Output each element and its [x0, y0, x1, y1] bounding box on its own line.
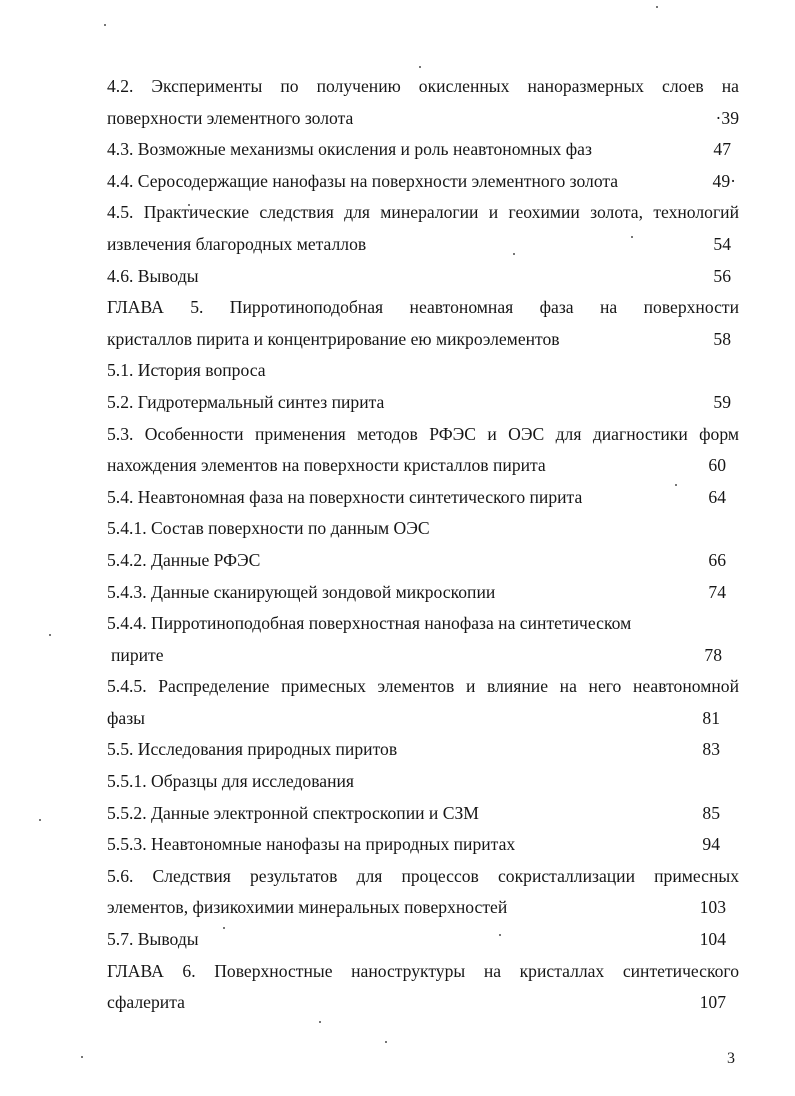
scan-speck: [319, 1021, 321, 1023]
toc-entry-title: 5.7. Выводы: [107, 929, 199, 950]
toc-entry-page: 94: [702, 834, 720, 855]
toc-entry-title: 4.2. Эксперименты по получению окисленных наноразмерных слоев на: [107, 76, 739, 96]
toc-entry-page: 107: [699, 992, 726, 1013]
toc-entry-title: 5.3. Особенности применения методов РФЭС и ОЭС для диагностики форм: [107, 423, 739, 444]
table-of-contents: [107, 71, 739, 1019]
toc-entry: [107, 703, 739, 735]
toc-entry-title: 5.2. Гидротермальный синтез пирита: [107, 391, 385, 412]
toc-entry-title: 4.3. Возможные механизмы окисления и роль неавтономных фаз: [107, 139, 592, 160]
scan-speck: [656, 6, 658, 8]
toc-entry-title: 5.5.1. Образцы для исследования: [107, 771, 354, 792]
scan-speck: [385, 1041, 387, 1043]
toc-entry-page: 103: [699, 897, 726, 918]
toc-entry: [107, 450, 739, 482]
toc-chapter-heading: [107, 292, 739, 324]
toc-entry-title: ГЛАВА 5. Пирротиноподобная неавтономная фаза на поверхности: [107, 297, 739, 318]
toc-entry: [107, 924, 739, 956]
toc-entry-page: 56: [713, 265, 731, 286]
toc-entry-title: нахождения элементов на поверхности кристаллов пирита: [107, 455, 546, 476]
toc-entry: [107, 324, 739, 356]
toc-entry: [107, 892, 739, 924]
toc-entry: [107, 229, 739, 261]
toc-entry: [107, 197, 739, 229]
toc-entry-title: 5.6. Следствия результатов для процессов сокристаллизации примесных: [107, 865, 739, 886]
toc-entry: [107, 103, 739, 135]
toc-entry-page: ·39: [715, 107, 739, 128]
page-number: 3: [727, 1050, 735, 1067]
toc-entry-title: ГЛАВА 6. Поверхностные наноструктуры на кристаллах синтетического: [107, 960, 739, 981]
toc-entry: [107, 355, 739, 387]
toc-entry-title: 5.4.3. Данные сканирующей зондовой микроскопии: [107, 581, 496, 602]
toc-entry: [107, 987, 739, 1019]
toc-entry-title: 5.4.2. Данные РФЭС: [107, 549, 261, 570]
toc-entry-page: 104: [699, 929, 726, 950]
toc-entry: [107, 577, 739, 609]
toc-entry-page: 64: [708, 486, 726, 507]
toc-entry: [107, 545, 739, 577]
toc-entry-page: 47: [713, 139, 731, 160]
toc-entry-page: 85: [702, 802, 720, 823]
toc-entry-title: кристаллов пирита и концентрирование ею микроэлементов: [107, 328, 560, 349]
scan-speck: [49, 634, 51, 636]
toc-entry: [107, 419, 739, 451]
toc-entry-page: 74: [708, 581, 726, 602]
toc-entry: [107, 134, 739, 166]
toc-entry-title: 5.4. Неавтономная фаза на поверхности синтетического пирита: [107, 486, 583, 507]
toc-entry-page: 81: [702, 707, 720, 728]
toc-entry-page: 83: [702, 739, 720, 760]
toc-entry-title: 5.4.1. Состав поверхности по данным ОЭС: [107, 518, 430, 539]
toc-chapter-heading: [107, 956, 739, 988]
toc-entry: [107, 829, 739, 861]
toc-entry: [107, 482, 739, 514]
toc-entry: [107, 640, 739, 672]
toc-entry: [107, 861, 739, 893]
toc-entry-title: поверхности элементного золота: [107, 107, 354, 128]
toc-entry-title: сфалерита: [107, 992, 185, 1013]
toc-entry: [107, 71, 739, 103]
toc-entry: [107, 671, 739, 703]
toc-entry-title: 4.4. Серосодержащие нанофазы на поверхности элементного золота: [107, 170, 619, 191]
toc-entry-page: 59: [713, 391, 731, 412]
toc-entry-page: 60: [708, 455, 726, 476]
toc-entry-title: элементов, физикохимии минеральных поверхностей: [107, 897, 508, 918]
toc-entry-title: извлечения благородных металлов: [107, 233, 367, 254]
toc-entry-title: 5.5.3. Неавтономные нанофазы на природных пиритах: [107, 834, 516, 855]
toc-entry-title: 5.1. История вопроса: [107, 360, 266, 381]
toc-entry-title: 5.5.2. Данные электронной спектроскопии и СЗМ: [107, 802, 479, 823]
toc-entry-title: 5.4.5. Распределение примесных элементов и влияние на него неавтономной: [107, 676, 739, 697]
toc-entry-title: 4.6. Выводы: [107, 265, 199, 286]
scan-speck: [104, 24, 106, 26]
toc-entry-page: 78: [704, 644, 722, 665]
toc-entry: [107, 387, 739, 419]
toc-entry: [107, 513, 739, 545]
toc-entry-title: 5.4.4. Пирротиноподобная поверхностная нанофаза на синтетическом: [107, 613, 632, 634]
toc-entry-title: 5.5. Исследования природных пиритов: [107, 739, 398, 760]
toc-entry-title: 4.5. Практические следствия для минералогии и геохимии золота, технологий: [107, 202, 739, 223]
toc-entry: [107, 608, 739, 640]
toc-entry: [107, 766, 739, 798]
toc-entry: [107, 734, 739, 766]
toc-entry-page: 66: [708, 549, 726, 570]
toc-entry: [107, 798, 739, 830]
toc-entry-page: 54: [713, 233, 731, 254]
scan-speck: [419, 66, 421, 68]
toc-entry-page: 58: [713, 328, 731, 349]
toc-entry: [107, 261, 739, 293]
toc-entry-title: пирите: [111, 644, 164, 665]
scan-speck: [39, 819, 41, 821]
toc-entry: [107, 166, 739, 198]
scan-speck: [81, 1056, 83, 1058]
toc-entry-page: 49·: [712, 170, 736, 191]
toc-entry-title: фазы: [107, 707, 145, 728]
